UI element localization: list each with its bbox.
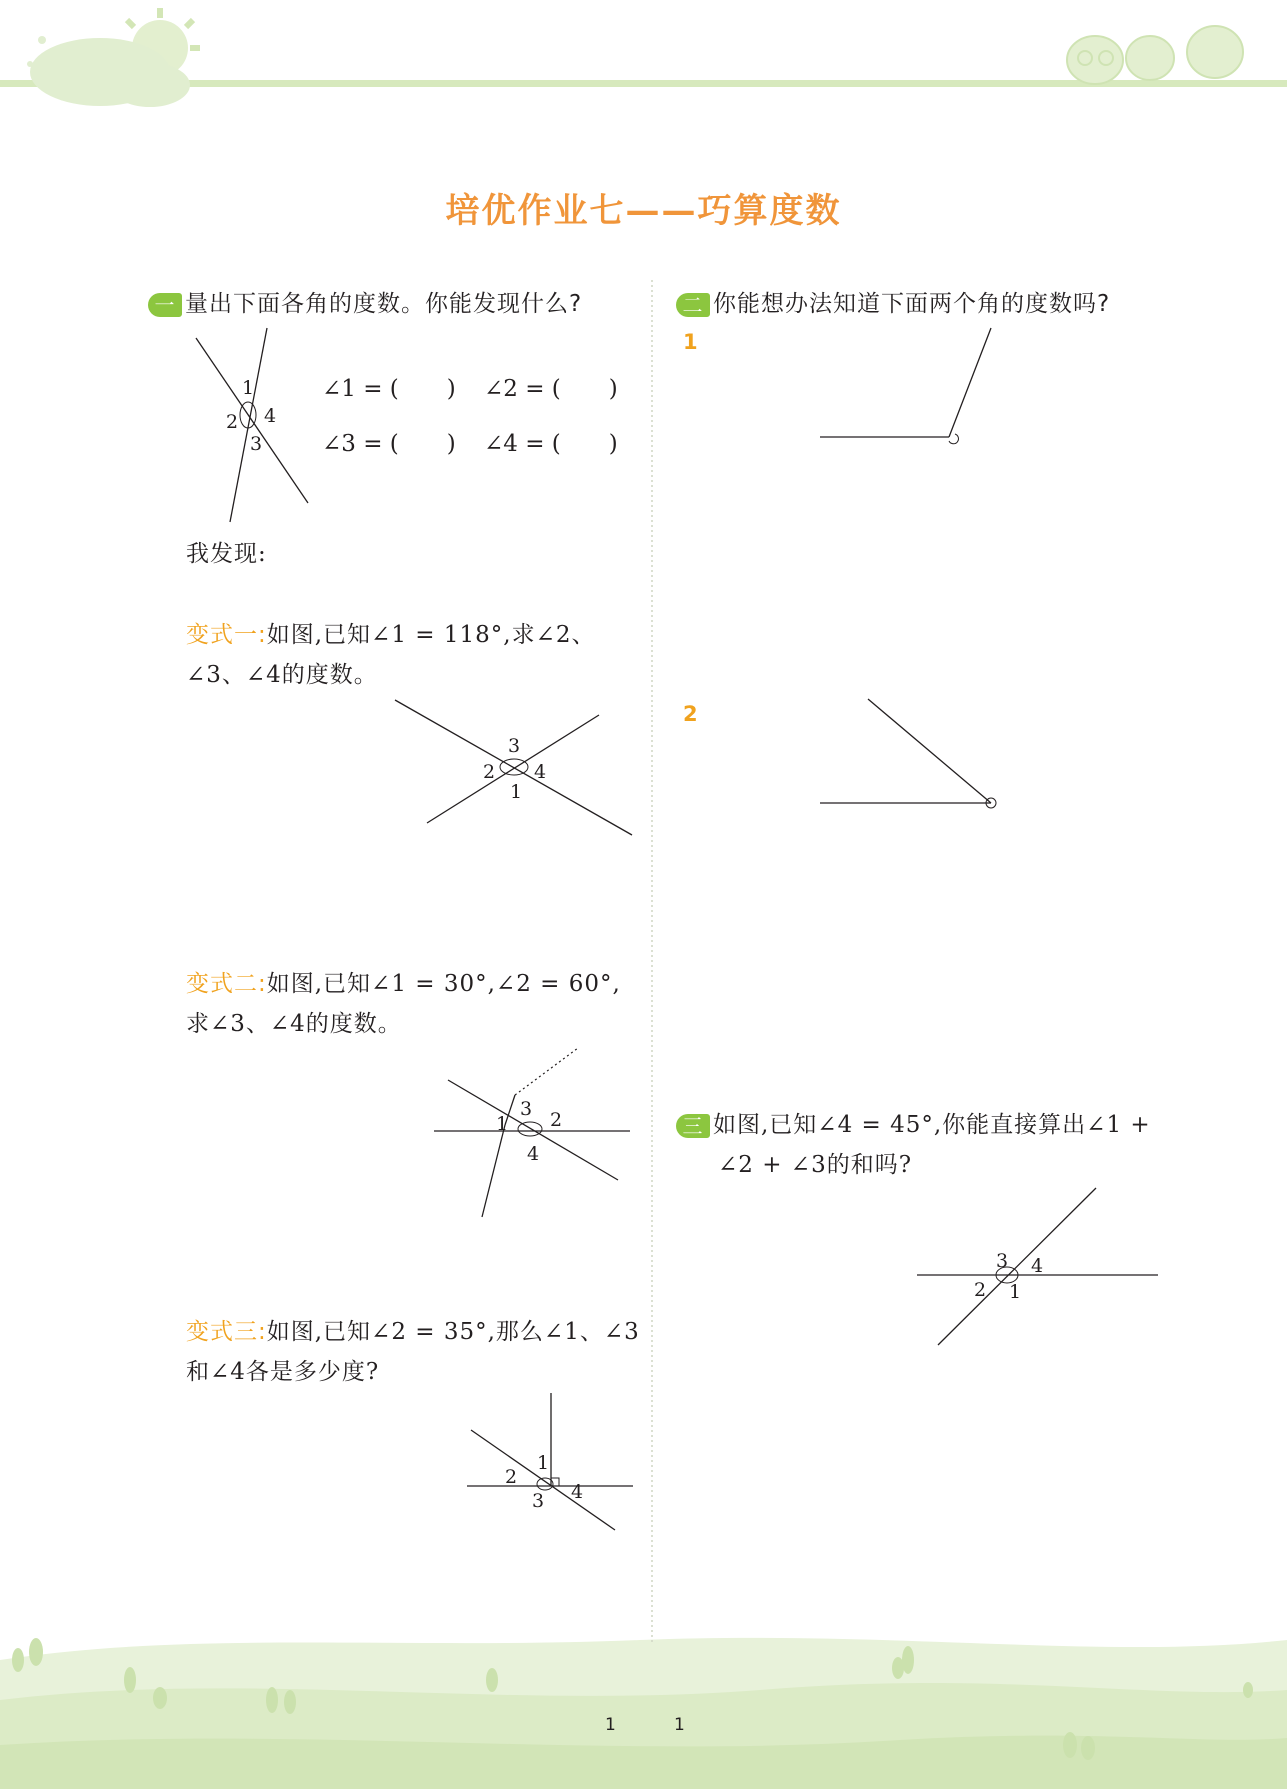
q2-item-2-number: 2 [683, 702, 698, 726]
q3-fig-label-3: 3 [996, 1250, 1009, 1272]
q1-blank-angle3[interactable]: ∠3 = ( ) [322, 431, 456, 457]
page-number-right: 1 [674, 1715, 685, 1735]
q3-badge: 三 [676, 1114, 710, 1138]
v2-label: 变式二: [186, 971, 267, 997]
q1-blank-angle4[interactable]: ∠4 = ( ) [484, 431, 618, 457]
sun-cloud-icon [27, 8, 200, 107]
q1-fig-label-1: 1 [242, 377, 255, 399]
q1-blank-angle1[interactable]: ∠1 = ( ) [322, 376, 456, 402]
page-title: 培优作业七——巧算度数 [445, 191, 842, 231]
q3-fig-label-1: 1 [1009, 1281, 1022, 1303]
v1-line1: 变式一:如图,已知∠1 = 118°,求∠2、 [186, 622, 596, 648]
q1-fig-label-2: 2 [226, 411, 239, 433]
v2-line1: 变式二:如图,已知∠1 = 30°,∠2 = 60°, [186, 971, 621, 997]
q3-heading [676, 1106, 1151, 1139]
q1-blank-angle2[interactable]: ∠2 = ( ) [484, 376, 618, 402]
q1-fig-label-4: 4 [264, 405, 277, 427]
q3-figure [912, 1185, 1162, 1350]
v3-line1: 变式三:如图,已知∠2 = 35°,那么∠1、∠3 [186, 1319, 640, 1345]
v2-fig-label-2: 2 [550, 1109, 563, 1131]
q2-angle1-figure [815, 325, 995, 450]
v3-label: 变式三: [186, 1319, 267, 1345]
v2-figure [430, 1050, 645, 1220]
q3-fig-label-4: 4 [1031, 1255, 1044, 1277]
q1-badge: 一 [148, 293, 182, 317]
q2-heading [676, 285, 1110, 318]
v2-fig-label-1: 1 [496, 1113, 509, 1135]
q1-fig-label-3: 3 [250, 433, 263, 455]
q2-badge: 二 [676, 293, 710, 317]
q1-figure [180, 320, 320, 530]
v3-fig-label-3: 3 [532, 1490, 545, 1512]
v1-fig-label-1: 1 [510, 781, 523, 803]
q3-line2: ∠2 + ∠3的和吗? [718, 1152, 913, 1178]
v1-fig-label-2: 2 [483, 761, 496, 783]
q1-discover-label: 我发现: [186, 541, 267, 567]
v3-fig-label-2: 2 [505, 1466, 518, 1488]
v1-label: 变式一: [186, 622, 267, 648]
v1-figure [390, 695, 640, 840]
q3-line1: 如图,已知∠4 = 45°,你能直接算出∠1 + [713, 1112, 1151, 1138]
animal-faces-icon [1067, 26, 1243, 84]
v3-fig-label-1: 1 [537, 1452, 550, 1474]
v1-fig-label-3: 3 [508, 735, 521, 757]
v3-figure [465, 1390, 645, 1540]
q2-angle2-figure [815, 695, 1005, 810]
v1-fig-label-4: 4 [534, 761, 547, 783]
v3-line2: 和∠4各是多少度? [186, 1359, 380, 1385]
q2-item-1-number: 1 [683, 330, 698, 354]
q1-heading [148, 285, 582, 318]
page-number-left: 1 [605, 1715, 616, 1735]
q2-prompt: 你能想办法知道下面两个角的度数吗? [713, 291, 1111, 317]
v1-line2: ∠3、∠4的度数。 [186, 662, 378, 688]
v3-fig-label-4: 4 [571, 1481, 584, 1503]
v2-line2: 求∠3、∠4的度数。 [186, 1011, 402, 1037]
v2-fig-label-4: 4 [527, 1143, 540, 1165]
q1-prompt: 量出下面各角的度数。你能发现什么? [185, 291, 583, 317]
q3-fig-label-2: 2 [974, 1279, 987, 1301]
v2-fig-label-3: 3 [520, 1098, 533, 1120]
